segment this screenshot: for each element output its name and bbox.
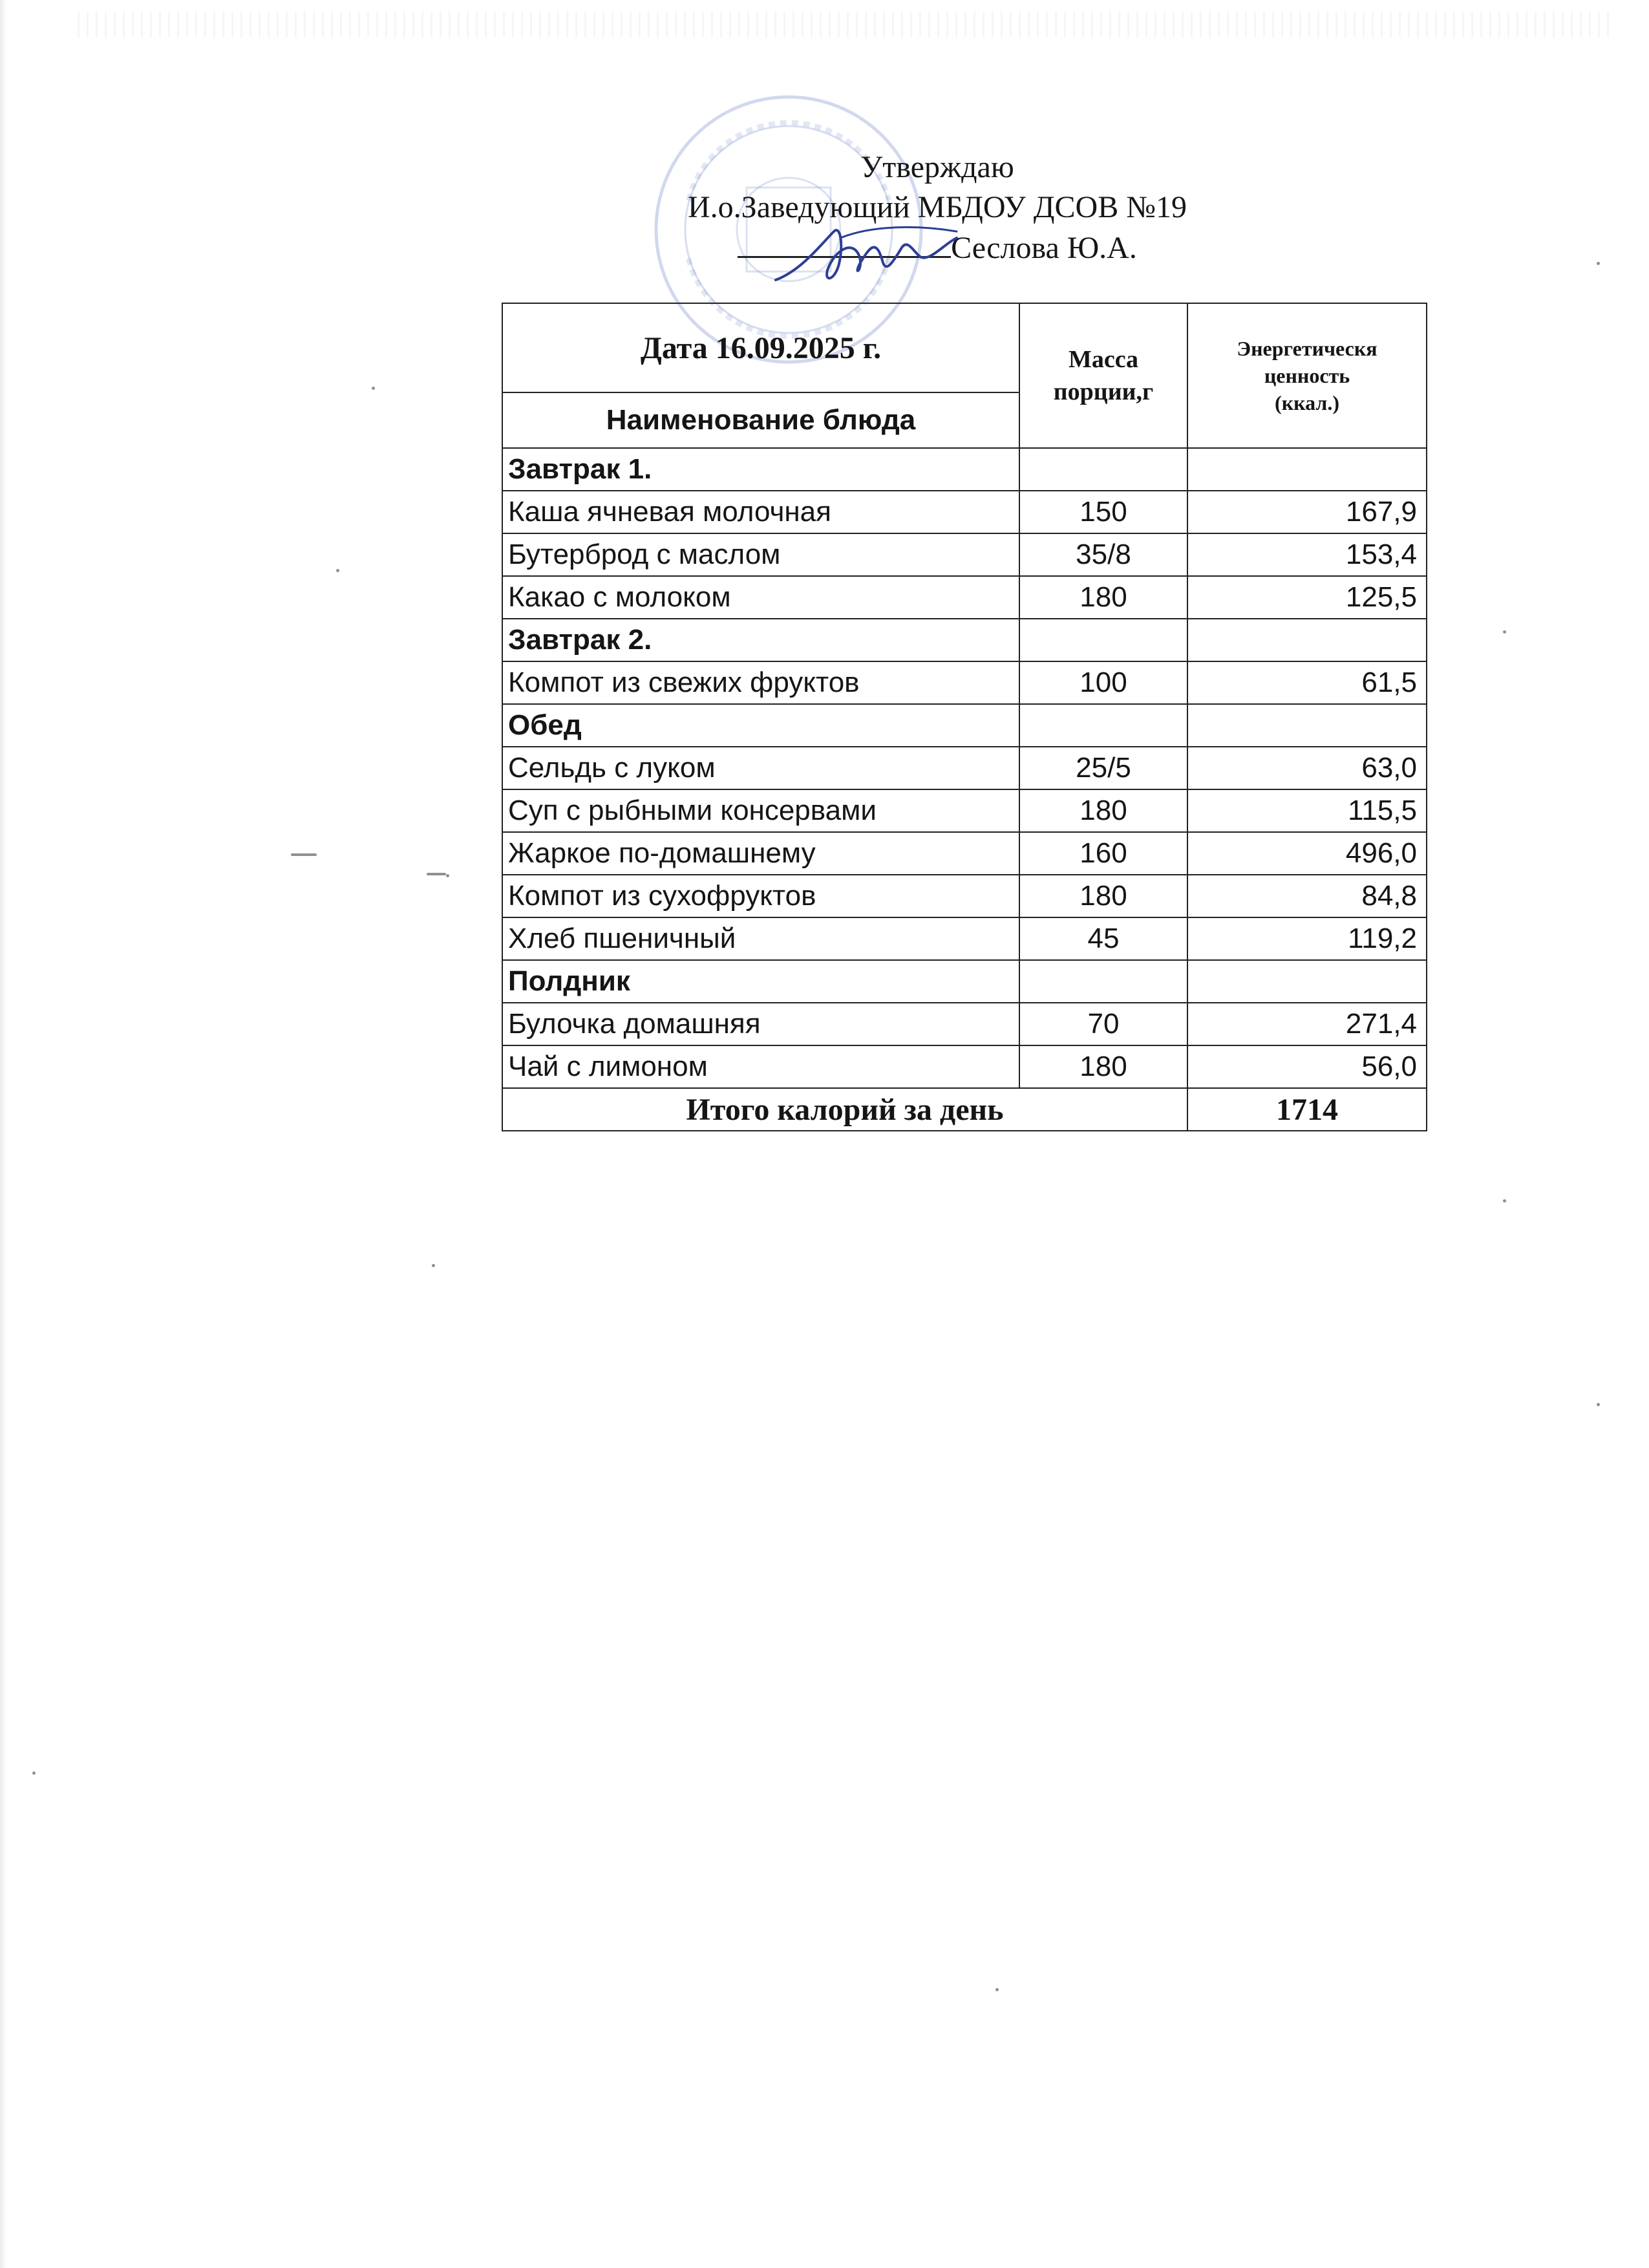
section-name: Обед xyxy=(502,704,1019,747)
dish-name: Какао с молоком xyxy=(502,576,1019,619)
energy-value: 115,5 xyxy=(1187,789,1427,832)
scan-speck xyxy=(432,1264,435,1267)
total-value: 1714 xyxy=(1187,1088,1427,1131)
dish-name: Булочка домашняя xyxy=(502,1003,1019,1045)
scan-speck xyxy=(32,1771,36,1775)
energy-value: 167,9 xyxy=(1187,491,1427,533)
energy-header-line: (ккал.) xyxy=(1275,391,1339,414)
section-name: Завтрак 2. xyxy=(502,619,1019,661)
energy-value xyxy=(1187,960,1427,1003)
scan-speck xyxy=(427,873,446,875)
dish-name: Бутерброд с маслом xyxy=(502,533,1019,576)
scan-speck xyxy=(291,853,317,856)
scan-speck xyxy=(1597,262,1600,265)
scan-speck xyxy=(336,569,339,572)
section-row xyxy=(502,704,1427,747)
energy-value: 496,0 xyxy=(1187,832,1427,875)
scan-edge-artifact xyxy=(78,12,1616,37)
energy-value: 56,0 xyxy=(1187,1045,1427,1088)
portion-mass: 100 xyxy=(1019,661,1187,704)
dish-row xyxy=(502,491,1427,533)
dish-name: Суп с рыбными консервами xyxy=(502,789,1019,832)
dish-name: Компот из свежих фруктов xyxy=(502,661,1019,704)
mass-header-line: Масса xyxy=(1068,346,1139,373)
energy-value: 119,2 xyxy=(1187,917,1427,960)
dish-row xyxy=(502,661,1427,704)
dish-row xyxy=(502,533,1427,576)
energy-value: 61,5 xyxy=(1187,661,1427,704)
scan-speck xyxy=(1503,1199,1506,1203)
scan-speck xyxy=(1503,630,1506,634)
portion-mass xyxy=(1019,960,1187,1003)
energy-header-line: ценность xyxy=(1264,364,1350,387)
dish-name-header: Наименование блюда xyxy=(502,392,1019,448)
energy-header xyxy=(1187,303,1427,448)
portion-mass: 180 xyxy=(1019,1045,1187,1088)
portion-mass xyxy=(1019,619,1187,661)
energy-value: 125,5 xyxy=(1187,576,1427,619)
total-row xyxy=(502,1088,1427,1131)
energy-header-line: Энергетическя xyxy=(1237,337,1378,360)
scan-speck xyxy=(995,1988,999,1991)
energy-value: 153,4 xyxy=(1187,533,1427,576)
section-row xyxy=(502,619,1427,661)
energy-value xyxy=(1187,704,1427,747)
portion-mass xyxy=(1019,704,1187,747)
dish-name: Жаркое по-домашнему xyxy=(502,832,1019,875)
menu-table xyxy=(502,303,1427,1131)
portion-mass: 25/5 xyxy=(1019,747,1187,789)
scan-speck xyxy=(446,874,449,877)
portion-mass: 160 xyxy=(1019,832,1187,875)
energy-value: 63,0 xyxy=(1187,747,1427,789)
portion-mass: 70 xyxy=(1019,1003,1187,1045)
energy-value: 271,4 xyxy=(1187,1003,1427,1045)
signatory-name: Сеслова Ю.А. xyxy=(951,231,1137,265)
mass-header-line: порции,г xyxy=(1053,378,1154,405)
dish-row xyxy=(502,832,1427,875)
portion-mass xyxy=(1019,448,1187,491)
portion-mass: 180 xyxy=(1019,789,1187,832)
energy-value xyxy=(1187,448,1427,491)
dish-row xyxy=(502,789,1427,832)
header-row-date xyxy=(502,303,1427,392)
approval-title: Утверждаю xyxy=(860,150,1014,184)
section-row xyxy=(502,960,1427,1003)
dish-row xyxy=(502,875,1427,917)
dish-name: Сельдь с луком xyxy=(502,747,1019,789)
total-label: Итого калорий за день xyxy=(502,1088,1187,1131)
dish-name: Каша ячневая молочная xyxy=(502,491,1019,533)
portion-mass: 150 xyxy=(1019,491,1187,533)
approval-position: И.о.Заведующий МБДОУ ДСОВ №19 xyxy=(687,190,1187,224)
dish-name: Чай с лимоном xyxy=(502,1045,1019,1088)
dish-name: Хлеб пшеничный xyxy=(502,917,1019,960)
scan-shadow xyxy=(0,0,6,2268)
date-header: Дата 16.09.2025 г. xyxy=(502,303,1019,392)
portion-mass: 180 xyxy=(1019,875,1187,917)
dish-row xyxy=(502,576,1427,619)
dish-row xyxy=(502,1003,1427,1045)
handwritten-signature xyxy=(763,219,970,296)
section-name: Полдник xyxy=(502,960,1019,1003)
mass-header xyxy=(1019,303,1187,448)
section-row xyxy=(502,448,1427,491)
energy-value xyxy=(1187,619,1427,661)
dish-name: Компот из сухофруктов xyxy=(502,875,1019,917)
dish-row xyxy=(502,917,1427,960)
section-name: Завтрак 1. xyxy=(502,448,1019,491)
energy-value: 84,8 xyxy=(1187,875,1427,917)
portion-mass: 45 xyxy=(1019,917,1187,960)
dish-row xyxy=(502,1045,1427,1088)
dish-row xyxy=(502,747,1427,789)
portion-mass: 180 xyxy=(1019,576,1187,619)
scan-speck xyxy=(1597,1403,1600,1406)
scan-speck xyxy=(372,387,375,390)
portion-mass: 35/8 xyxy=(1019,533,1187,576)
